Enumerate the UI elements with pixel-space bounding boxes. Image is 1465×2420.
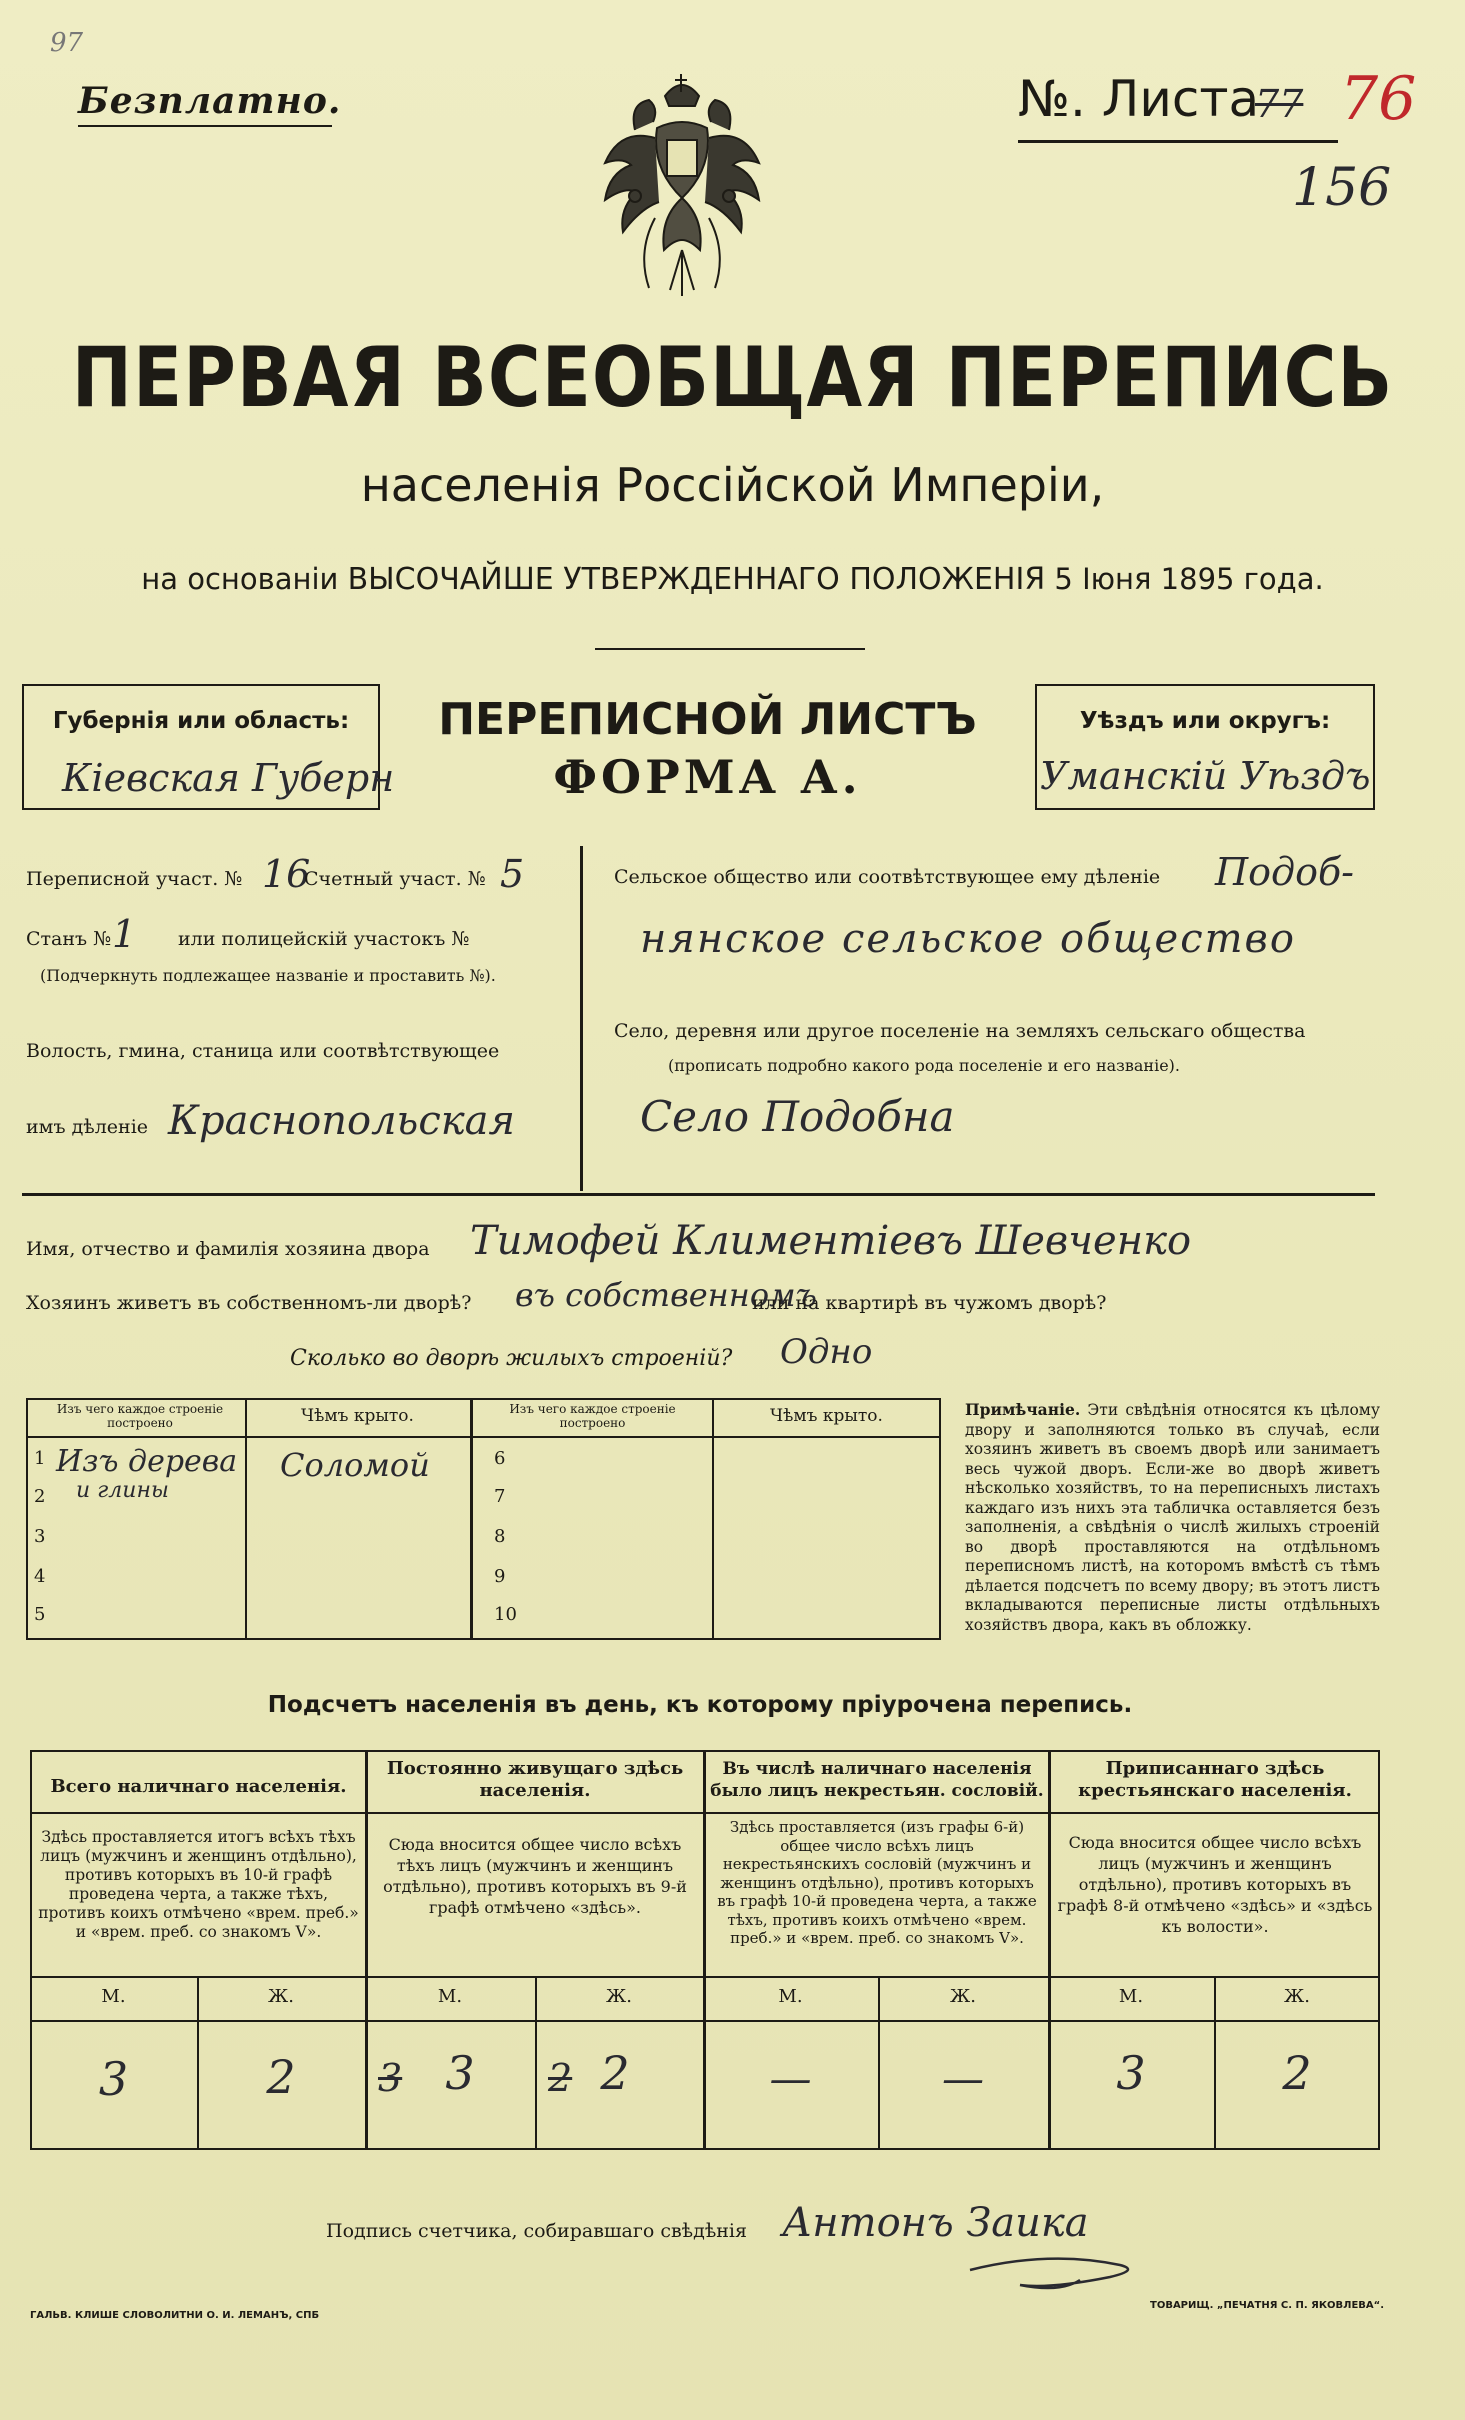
signature-label: Подпись счетчика, собиравшаго свѣдѣнія bbox=[326, 2220, 747, 2242]
row1-roof[interactable]: Соломой bbox=[280, 1446, 430, 1484]
count-district-label: Счетный участ. № bbox=[304, 868, 486, 890]
signature-flourish-icon bbox=[960, 2240, 1160, 2300]
row-num-6: 6 bbox=[494, 1448, 506, 1469]
camp-value[interactable]: 1 bbox=[112, 912, 137, 956]
village-note: (прописать подробно какого рода поселеніе и его названіе). bbox=[668, 1056, 1180, 1075]
row-num-5: 5 bbox=[34, 1604, 46, 1625]
free-label: Безплатно. bbox=[78, 80, 342, 122]
district-label: Уѣздъ или округъ: bbox=[1079, 708, 1331, 734]
count-col3-title: Въ числѣ наличнаго населенія было лицъ некрестьян. сословій. bbox=[710, 1759, 1044, 1801]
sheet-number-crossed: 77 bbox=[1255, 82, 1304, 126]
buildings-label: Сколько во дворѣ жилыхъ строеній? bbox=[290, 1346, 733, 1371]
row1-material2[interactable]: и глины bbox=[76, 1478, 169, 1503]
margin-note: 156 bbox=[1292, 158, 1392, 218]
sheet-number-label: №. Листа bbox=[1018, 70, 1260, 128]
col3-m-value[interactable]: — bbox=[769, 2054, 812, 2103]
col2-f-label: Ж. bbox=[606, 1986, 632, 2007]
count-col4-text: Сюда вносится общее число всѣхъ лицъ (мужчинъ и женщинъ отдѣльно), противъ которыхъ въ графѣ 8-й отмѣчено «здѣсь» и «здѣсь къ волости». bbox=[1057, 1833, 1373, 1936]
owner-lives-label: Хозяинъ живетъ въ собственномъ-ли дворѣ? bbox=[26, 1292, 472, 1314]
row-num-4: 4 bbox=[34, 1566, 46, 1587]
signature-value[interactable]: Антонъ Заика bbox=[782, 2200, 1089, 2246]
eagle-emblem-icon bbox=[595, 68, 770, 308]
count-col3-text: Здѣсь проставляется (изъ графы 6-й) общее число всѣхъ лицъ некрестьянскихъ сословій (мужчинъ и женщинъ отдѣльно), противъ которыхъ въ графѣ 10-й проведена черта, а также тѣхъ, противъ коихъ отмѣчено «врем. преб.» и «врем. преб. со знакомъ V». bbox=[717, 1818, 1037, 1947]
owner-name-value[interactable]: Тимофей Климентіевъ Шевченко bbox=[470, 1218, 1192, 1264]
count-col2-title: Постоянно живущаго здѣсь населенія. bbox=[386, 1758, 684, 1801]
col1-m-label: М. bbox=[101, 1986, 126, 2007]
subtitle: населенія Россійской Имперіи, bbox=[360, 458, 1105, 512]
col4-f-value[interactable]: 2 bbox=[1282, 2046, 1312, 2100]
owner-lives-value[interactable]: въ собственномъ bbox=[515, 1276, 817, 1314]
owner-name-label: Имя, отчество и фамилія хозяина двора bbox=[26, 1238, 430, 1260]
count-district-value[interactable]: 5 bbox=[500, 852, 525, 896]
count-col1-title: Всего наличнаго населенія. bbox=[50, 1776, 347, 1797]
col4-m-value[interactable]: 3 bbox=[1116, 2046, 1146, 2100]
form-name: ФОРМА А. bbox=[553, 750, 862, 804]
volost-value[interactable]: Краснопольская bbox=[168, 1098, 515, 1144]
col3-f-value[interactable]: — bbox=[942, 2054, 984, 2103]
row1-material[interactable]: Изъ дерева bbox=[56, 1444, 238, 1479]
basis-line bbox=[0, 562, 1465, 597]
count-col2-text: Сюда вносится общее число всѣхъ тѣхъ лицъ (мужчинъ и женщинъ отдѣльно), противъ которыхъ въ 9-й графѣ отмѣчено «здѣсь». bbox=[383, 1835, 687, 1917]
province-value[interactable]: Кіевская Губерн bbox=[62, 756, 395, 800]
owner-lives-label2: или на квартирѣ въ чужомъ дворѣ? bbox=[752, 1292, 1107, 1314]
col2-m-value[interactable]: 3 bbox=[445, 2046, 475, 2100]
col2-m-crossed: 3 bbox=[378, 2056, 403, 2100]
corner-note: 97 bbox=[50, 28, 84, 58]
basis-caps: ВЫСОЧАЙШЕ УТВЕРЖДЕННАГО ПОЛОЖЕНІЯ bbox=[347, 562, 1046, 597]
census-district-label: Переписной участ. № bbox=[26, 868, 243, 890]
footer-right: ТОВАРИЩ. „ПЕЧАТНЯ С. П. ЯКОВЛЕВА“. bbox=[1150, 2300, 1385, 2311]
row-num-3: 3 bbox=[34, 1526, 46, 1547]
col1-f-label: Ж. bbox=[268, 1986, 294, 2007]
col2-f-value[interactable]: 2 bbox=[600, 2046, 630, 2100]
note-text: Эти свѣдѣнія относятся къ цѣлому двору и заполняются только въ случаѣ, если хозяинъ живетъ въ своемъ дворѣ или занимаетъ весь чужой дворъ. Если-же во дворѣ живетъ нѣсколько хозяйствъ, то на переписныхъ листахъ каждаго изъ нихъ эта табличка оставляется безъ заполненія, а свѣдѣнія о числѣ жилыхъ строеній во дворѣ проставляются на отдѣльномъ переписномъ листѣ, на которомъ вмѣстѣ съ тѣмъ дѣлается подсчетъ по всему двору; въ этотъ листъ вкладываются переписные листы отдѣльныхъ хозяйствъ двора, какъ въ обложку. bbox=[965, 1401, 1380, 1634]
col3-f-label: Ж. bbox=[950, 1986, 976, 2007]
basis-prefix: на основаніи bbox=[141, 562, 339, 596]
col4-m-label: М. bbox=[1118, 1986, 1144, 2007]
row-num-10: 10 bbox=[494, 1604, 517, 1625]
col1-m-value[interactable]: 3 bbox=[98, 2052, 129, 2106]
sheet-number-value: 76 bbox=[1340, 64, 1417, 134]
main-title: ПЕРВАЯ ВСЕОБЩАЯ ПЕРЕПИСЬ bbox=[71, 328, 1394, 426]
volost-label2: имъ дѣленіе bbox=[26, 1116, 149, 1138]
sheet-title: ПЕРЕПИСНОЙ ЛИСТЪ bbox=[438, 694, 977, 745]
col-roof-left: Чѣмъ крыто. bbox=[301, 1406, 414, 1426]
census-district-value[interactable]: 16 bbox=[262, 852, 311, 896]
village-label: Село, деревня или другое поселеніе на земляхъ сельскаго общества bbox=[614, 1020, 1306, 1042]
footer-left: ГАЛЬВ. КЛИШЕ СЛОВОЛИТНИ О. И. ЛЕМАНЪ, СПБ bbox=[30, 2310, 320, 2321]
note-title: Примѣчаніе. bbox=[965, 1400, 1081, 1419]
society-value2[interactable]: нянское сельское общество bbox=[640, 916, 1296, 962]
society-label: Сельское общество или соотвѣтствующее ему дѣленіе bbox=[614, 866, 1161, 888]
count-col1-text: Здѣсь проставляется итогъ всѣхъ тѣхъ лицъ (мужчинъ и женщинъ отдѣльно), противъ которыхъ въ 10-й графѣ проведена черта, а также тѣхъ, противъ коихъ отмѣчено «врем. преб.» и «врем. преб. со знакомъ V». bbox=[38, 1828, 359, 1941]
row-num-2: 2 bbox=[34, 1486, 46, 1507]
row-num-8: 8 bbox=[494, 1526, 506, 1547]
buildings-table bbox=[26, 1398, 941, 1640]
note-block bbox=[965, 1400, 1380, 1635]
col-roof-right: Чѣмъ крыто. bbox=[770, 1406, 883, 1426]
count-col4-title: Приписаннаго здѣсь крестьянскаго населенія. bbox=[1078, 1758, 1352, 1801]
col-material-right: Изъ чего каждое строеніе построено bbox=[509, 1402, 676, 1430]
col3-m-label: М. bbox=[778, 1986, 803, 2007]
buildings-value[interactable]: Одно bbox=[780, 1332, 873, 1372]
police-note: (Подчеркнуть подлежащее названіе и проставить №). bbox=[40, 966, 496, 985]
col1-f-value[interactable]: 2 bbox=[266, 2050, 296, 2104]
police-label: или полицейскій участокъ № bbox=[178, 928, 470, 950]
row-num-1: 1 bbox=[34, 1448, 46, 1469]
district-value[interactable]: Уманскій Уѣздъ bbox=[1040, 754, 1371, 798]
col-material-left: Изъ чего каждое строеніе построено bbox=[56, 1402, 224, 1430]
camp-label: Станъ № bbox=[26, 928, 112, 950]
province-label: Губернія или область: bbox=[52, 708, 350, 734]
row-num-7: 7 bbox=[494, 1486, 506, 1507]
society-value1[interactable]: Подоб- bbox=[1215, 850, 1355, 894]
volost-label: Волость, гмина, станица или соотвѣтствующее bbox=[26, 1040, 500, 1062]
village-value[interactable]: Село Подобна bbox=[640, 1092, 955, 1141]
col2-m-label: М. bbox=[437, 1986, 463, 2007]
row-num-9: 9 bbox=[494, 1566, 506, 1587]
basis-date: 5 Іюня 1895 года. bbox=[1054, 562, 1324, 596]
col4-f-label: Ж. bbox=[1284, 1986, 1310, 2007]
count-heading: Подсчетъ населенія въ день, къ которому пріурочена перепись. bbox=[267, 1692, 1133, 1718]
col2-f-crossed: 2 bbox=[548, 2056, 573, 2100]
